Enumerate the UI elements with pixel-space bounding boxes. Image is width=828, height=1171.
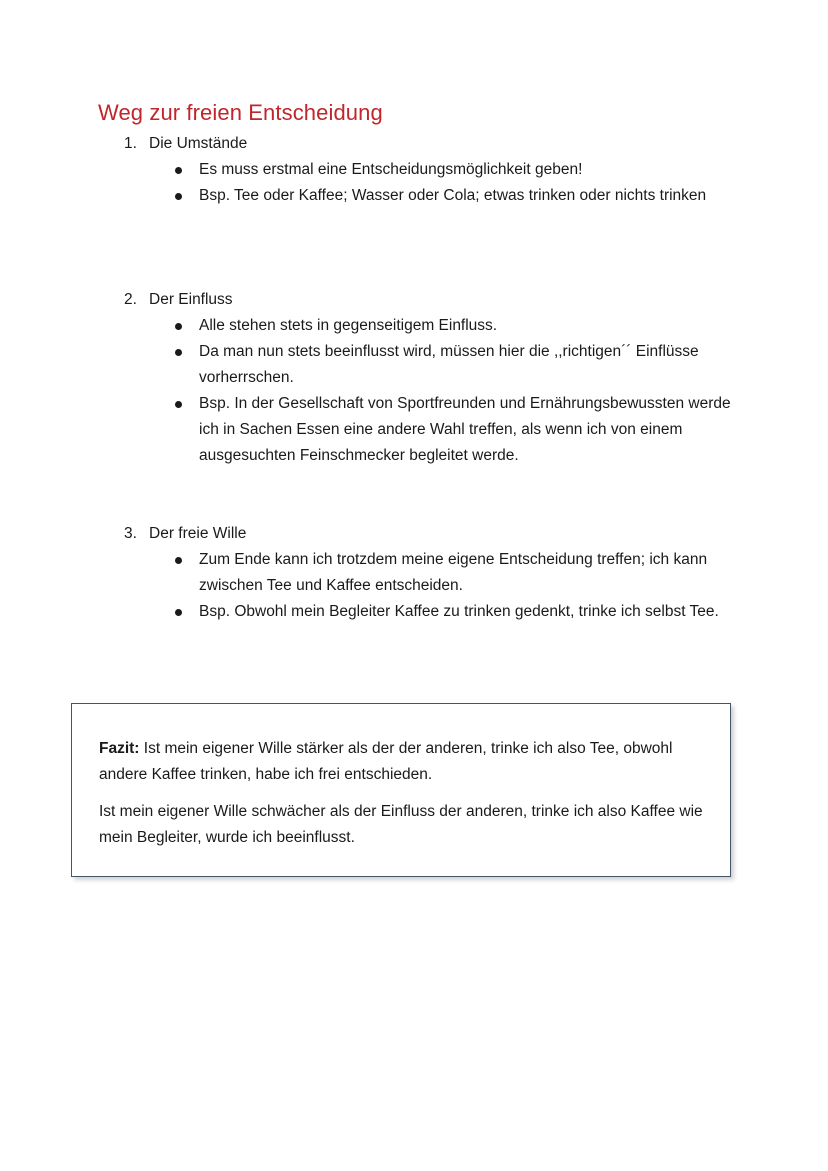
- bullet-list: [174, 313, 744, 469]
- section-title: Der Einfluss: [149, 291, 233, 308]
- fazit-paragraph-2: Ist mein eigener Wille schwächer als der Einfluss der anderen, trinke ich also Kaffee wie mein Begleiter, wurde ich beeinflusst.: [99, 803, 703, 846]
- section-heading: [124, 287, 744, 313]
- fazit-text-1: Ist mein eigener Wille stärker als der der anderen, trinke ich also Tee, obwohl andere Kaffee trinken, habe ich frei entschieden.: [99, 740, 673, 783]
- fazit-label: Fazit:: [99, 740, 140, 757]
- list-item-text: Bsp. Obwohl mein Begleiter Kaffee zu trinken gedenkt, trinke ich selbst Tee.: [199, 603, 719, 620]
- bullet-icon: [175, 401, 182, 408]
- bullet-icon: [175, 323, 182, 330]
- section-title: Der freie Wille: [149, 525, 247, 542]
- list-item-text: Bsp. Tee oder Kaffee; Wasser oder Cola; etwas trinken oder nichts trinken: [199, 187, 707, 204]
- list-item: [174, 599, 744, 625]
- page-title: Weg zur freien Entscheidung: [98, 100, 383, 125]
- list-item-text: Es muss erstmal eine Entscheidungsmöglichkeit geben!: [199, 161, 583, 178]
- list-item: [174, 391, 744, 469]
- section-number: 3.: [124, 525, 137, 542]
- list-item: [174, 157, 744, 183]
- bullet-icon: [175, 167, 182, 174]
- fazit-box: [71, 703, 731, 877]
- section-umstaende: [124, 131, 744, 209]
- section-title: Die Umstände: [149, 135, 248, 152]
- bullet-list: [174, 157, 744, 209]
- section-number: 2.: [124, 291, 137, 308]
- section-einfluss: [124, 287, 744, 469]
- list-item-text: Bsp. In der Gesellschaft von Sportfreunden und Ernährungsbewussten werde ich in Sachen Essen eine andere Wahl treffen, als wenn ich von einem ausgesuchten Feinschmecker begleitet werde.: [199, 395, 731, 464]
- fazit-paragraph-1: [99, 736, 704, 788]
- list-item-text: Alle stehen stets in gegenseitigem Einfluss.: [199, 317, 498, 334]
- bullet-icon: [175, 193, 182, 200]
- bullet-icon: [175, 609, 182, 616]
- list-item: [174, 183, 744, 209]
- list-item: [174, 313, 744, 339]
- section-heading: [124, 521, 744, 547]
- list-item-text: Da man nun stets beeinflusst wird, müssen hier die ,,richtigen´´ Einflüsse vorherrschen.: [199, 343, 699, 386]
- list-item-text: Zum Ende kann ich trotzdem meine eigene Entscheidung treffen; ich kann zwischen Tee und Kaffee entscheiden.: [199, 551, 708, 594]
- list-item: [174, 339, 744, 391]
- section-heading: [124, 131, 744, 157]
- bullet-icon: [175, 557, 182, 564]
- section-freier-wille: [124, 521, 744, 625]
- section-number: 1.: [124, 135, 137, 152]
- bullet-icon: [175, 349, 182, 356]
- list-item: [174, 547, 744, 599]
- bullet-list: [174, 547, 744, 625]
